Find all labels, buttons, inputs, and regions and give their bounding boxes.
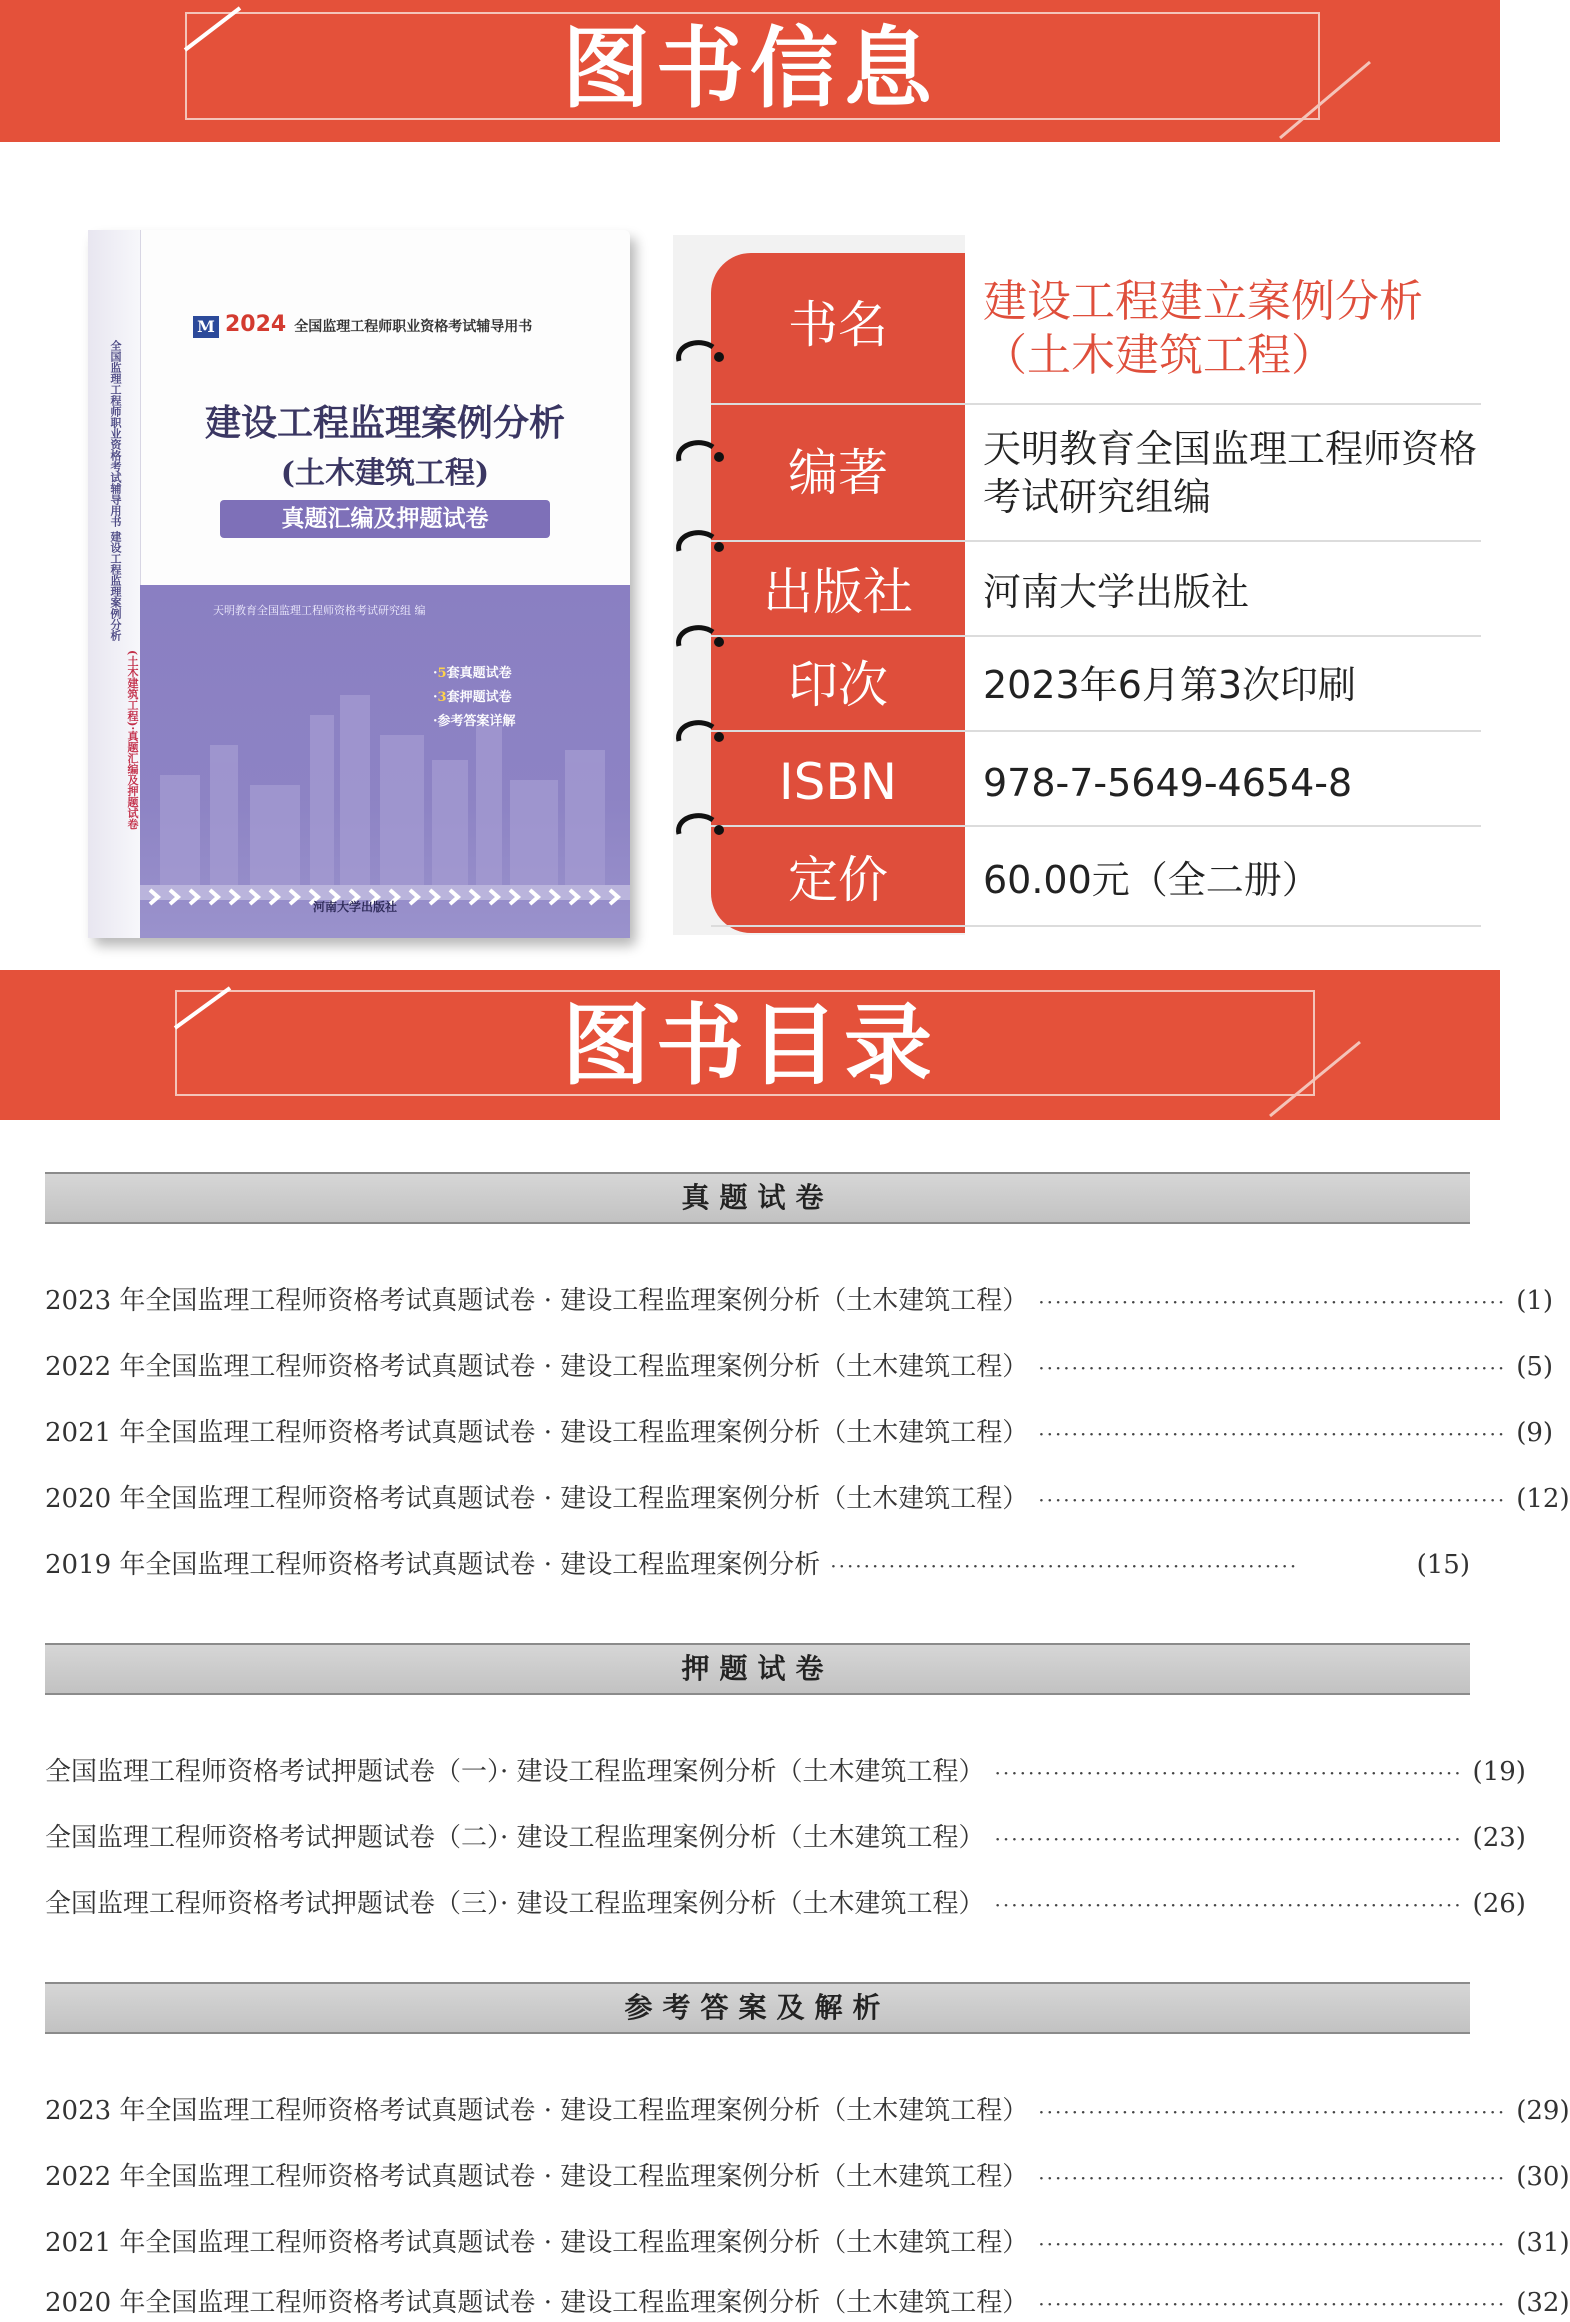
toc-entry[interactable]: 2023 年全国监理工程师资格考试真题试卷 · 建设工程监理案例分析（土木建筑工程） ························································ (1)	[45, 1286, 1554, 1316]
toc-entry[interactable]: 全国监理工程师资格考试押题试卷（三）· 建设工程监理案例分析（土木建筑工程） ························································ (26)	[45, 1889, 1526, 1919]
binder-ring-icon	[673, 808, 737, 838]
toc-section-heading: 真题试卷	[45, 1172, 1470, 1224]
info-value-printing: 2023年6月第3次印刷	[983, 663, 1357, 707]
toc-section-heading: 参考答案及解析	[45, 1982, 1470, 2034]
binder-ring-icon	[673, 715, 737, 745]
cover-bullet: ·5套真题试卷	[433, 666, 512, 681]
cover-publisher: 河南大学出版社	[313, 900, 398, 914]
banner-toc	[0, 970, 1500, 1120]
info-label-printing: 印次	[788, 656, 888, 714]
cover-bullet: ·3套押题试卷	[433, 690, 512, 705]
info-label-isbn: ISBN	[778, 753, 898, 811]
info-label-publisher: 出版社	[763, 563, 913, 621]
info-divider	[711, 730, 1481, 732]
info-value-price: 60.00元（全二册）	[983, 858, 1320, 902]
toc-entry[interactable]: 2020 年全国监理工程师资格考试真题试卷 · 建设工程监理案例分析（土木建筑工程） ························································ (12)	[45, 1484, 1570, 1514]
binder-ring-icon	[673, 335, 737, 365]
binder-ring-icon	[673, 525, 737, 555]
book-cover	[88, 230, 630, 938]
publisher-logo: M	[193, 316, 219, 338]
banner-book-info	[0, 0, 1500, 142]
info-label-price: 定价	[788, 851, 888, 909]
binder-ring-icon	[673, 435, 737, 465]
toc-entry[interactable]: 2021 年全国监理工程师资格考试真题试卷 · 建设工程监理案例分析（土木建筑工程） ························································ (31)	[45, 2228, 1570, 2258]
info-divider	[711, 635, 1481, 637]
banner-title: 图书信息	[561, 16, 938, 120]
info-divider	[711, 403, 1481, 405]
info-divider	[711, 540, 1481, 542]
cover-series: 全国监理工程师职业资格考试辅导用书	[294, 319, 533, 335]
info-divider	[711, 925, 1481, 927]
banner-title: 图书目录	[561, 993, 938, 1097]
cover-series-line	[193, 312, 532, 338]
toc-entry[interactable]: 2021 年全国监理工程师资格考试真题试卷 · 建设工程监理案例分析（土木建筑工程） ························································ (9)	[45, 1418, 1554, 1448]
toc-entry[interactable]: 2022 年全国监理工程师资格考试真题试卷 · 建设工程监理案例分析（土木建筑工程） ························································ (5)	[45, 1352, 1554, 1382]
cover-spine-subtitle: (土木建筑工程)·真题汇编及押题试卷	[126, 650, 139, 830]
info-value-publisher: 河南大学出版社	[983, 570, 1250, 614]
toc-entry[interactable]: 全国监理工程师资格考试押题试卷（一）· 建设工程监理案例分析（土木建筑工程） ························································ (19)	[45, 1757, 1526, 1787]
toc-entry[interactable]: 2020 年全国监理工程师资格考试真题试卷 · 建设工程监理案例分析（土木建筑工程） ························································ (32)	[45, 2288, 1570, 2318]
cover-subtitle: (土木建筑工程)	[280, 456, 490, 491]
cover-editor: 天明教育全国监理工程师资格考试研究组 编	[213, 604, 426, 617]
cover-bullets	[433, 662, 516, 734]
cover-bottom-panel	[140, 585, 630, 938]
toc-entry[interactable]: 2019 年全国监理工程师资格考试真题试卷 · 建设工程监理案例分析 ························································ (15)	[45, 1550, 1470, 1580]
info-value-isbn: 978-7-5649-4654-8	[983, 761, 1353, 805]
binder-ring-icon	[673, 620, 737, 650]
info-value-author: 天明教育全国监理工程师资格考试研究组编	[983, 427, 1478, 519]
city-skyline	[140, 585, 630, 938]
cover-tag: 真题汇编及押题试卷	[220, 500, 550, 538]
toc-entry[interactable]: 全国监理工程师资格考试押题试卷（二）· 建设工程监理案例分析（土木建筑工程） ························································ (23)	[45, 1823, 1526, 1853]
toc-section-heading: 押题试卷	[45, 1643, 1470, 1695]
cover-title: 建设工程监理案例分析	[204, 402, 565, 444]
info-label-title: 书名	[788, 296, 888, 354]
toc-entry[interactable]: 2023 年全国监理工程师资格考试真题试卷 · 建设工程监理案例分析（土木建筑工程） ························································ (29)	[45, 2096, 1570, 2126]
cover-spine-text: 全国监理工程师职业资格考试辅导用书 建设工程监理案例分析	[109, 340, 122, 641]
info-divider	[711, 825, 1481, 827]
book-info-table	[673, 235, 1483, 935]
info-value-title: 建设工程建立案例分析（土木建筑工程）	[983, 276, 1423, 381]
cover-bullet: ·参考答案详解	[433, 714, 516, 729]
toc-entry[interactable]: 2022 年全国监理工程师资格考试真题试卷 · 建设工程监理案例分析（土木建筑工程） ························································ (30)	[45, 2162, 1570, 2192]
info-label-author: 编著	[788, 444, 888, 502]
cover-year: 2024	[225, 312, 287, 337]
